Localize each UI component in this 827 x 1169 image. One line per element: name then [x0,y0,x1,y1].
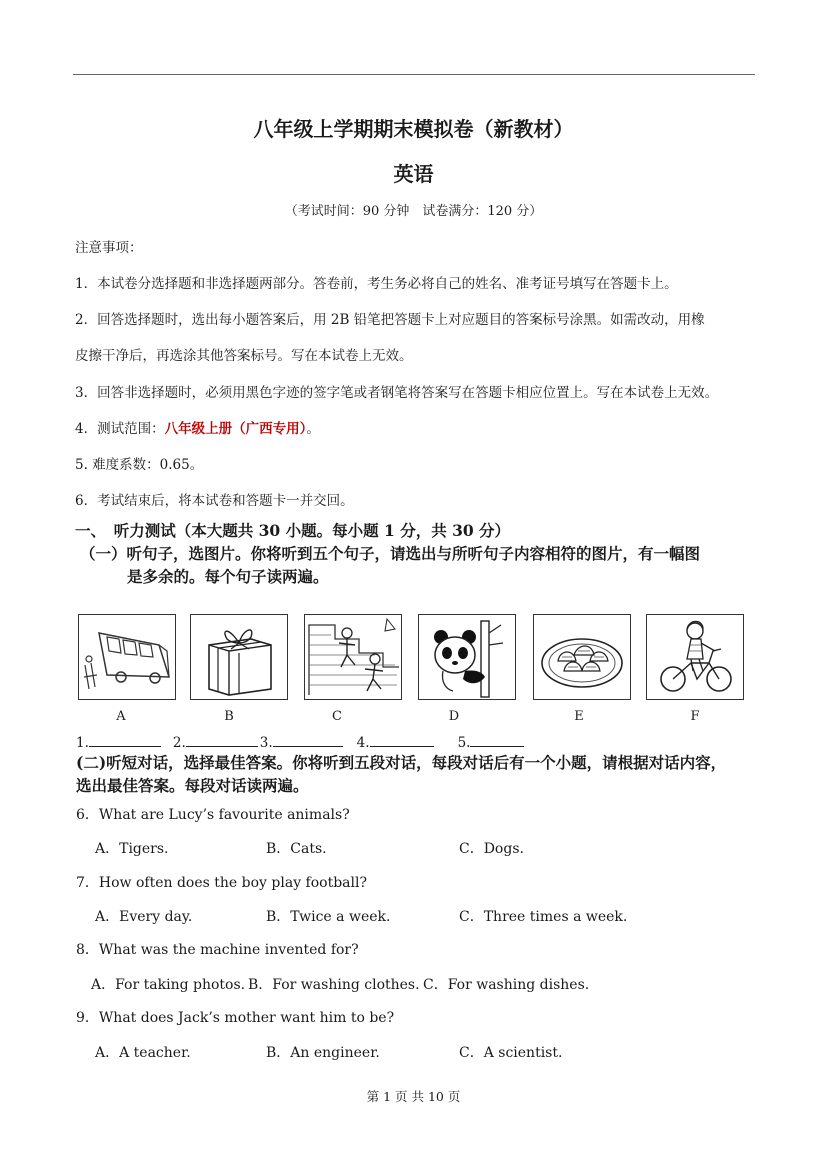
picture-c [304,614,402,700]
picture-label-f: F [690,709,700,724]
question-7-stem: 7．How often does the boy play football? [76,875,367,891]
page-title: 八年级上学期期末模拟卷（新教材） [253,117,574,141]
picture-e [533,614,631,700]
note-item-4-suffix: 。 [306,421,320,437]
dumplings-plate-icon [534,615,630,699]
exam-info: （考试时间：90 分钟 试卷满分：120 分） [284,204,543,219]
question-7-option-c[interactable]: C．Three times a week. [459,909,628,925]
answer-blank-1[interactable] [89,732,161,747]
question-6-option-c[interactable]: C．Dogs. [459,841,524,857]
question-8-option-c[interactable]: C．For washing dishes. [423,977,590,993]
note-item-2-line1: 2．回答选择题时，选出每小题答案后，用 2B 铅笔把答题卡上对应题目的答案标号涂黑。如需改动，用橡 [75,312,705,328]
question-6-option-b[interactable]: B．Cats. [266,841,327,857]
notes-heading: 注意事项： [75,240,143,256]
boy-bicycle-icon [647,615,743,699]
question-8-option-a[interactable]: A．For taking photos. [91,977,246,993]
picture-label-d: D [448,709,460,724]
note-item-2-line2: 皮擦干净后，再选涂其他答案标号。写在本试卷上无效。 [75,348,413,364]
answer-blank-5[interactable] [470,732,524,747]
bus-icon [79,615,175,699]
answer-blank-3[interactable] [273,732,343,747]
question-9-stem: 9．What does Jack’s mother want him to be? [76,1010,395,1026]
question-9-option-b[interactable]: B．An engineer. [266,1045,380,1061]
picture-label-c: C [332,709,342,724]
question-7-option-b[interactable]: B．Twice a week. [266,909,391,925]
blank-label-3: 3. [259,735,273,751]
answer-blank-2[interactable] [186,732,258,747]
gift-box-icon [191,615,287,699]
blank-label-2: 2. [172,735,186,751]
picture-d [418,614,516,700]
question-7-option-a[interactable]: A．Every day. [95,909,193,925]
note-item-3: 3．回答非选择题时，必须用黑色字迹的签字笔或者钢笔将答案写在答题卡相应位置上。写在本试卷上无效。 [75,385,719,401]
blank-label-4: 4. [356,735,370,751]
section-heading: 一、 听力测试（本大题共 30 小题。每小题 1 分，共 30 分） [75,521,511,540]
picture-b [190,614,288,700]
panda-icon [419,615,515,699]
part2-instruction-line1: (二)听短对话，选择最佳答案。你将听到五段对话，每段对话后有一个小题，请根据对话内容， [76,753,727,772]
note-item-5: 5. 难度系数：0.65。 [75,457,204,473]
header-rule [73,74,755,75]
note-item-4-prefix: 4．测试范围： [75,421,165,437]
part1-instruction-line1: （一）听句子，选图片。你将听到五个句子，请选出与所听句子内容相符的图片，有一幅图 [80,544,701,563]
part1-instruction-line2: 是多余的。每个句子读两遍。 [127,567,329,586]
question-8-stem: 8．What was the machine invented for? [76,942,359,958]
picture-f [646,614,744,700]
blank-label-1: 1. [76,735,89,751]
question-6-stem: 6．What are Lucy’s favourite animals? [76,807,350,823]
answer-blanks [76,732,524,751]
test-range: 八年级上册（广西专用） [164,421,307,437]
blank-label-5: 5. [457,735,471,751]
page-footer: 第 1 页 共 10 页 [366,1089,461,1104]
stairs-children-icon [305,615,401,699]
note-item-4 [75,417,320,437]
note-item-6: 6．考试结束后，将本试卷和答题卡一并交回。 [75,493,354,509]
picture-label-a: A [116,709,126,724]
part2-instruction-line2: 选出最佳答案。每段对话读两遍。 [76,776,309,795]
question-6-option-a[interactable]: A．Tigers. [95,841,169,857]
picture-label-b: B [224,709,234,724]
note-item-1: 1．本试卷分选择题和非选择题两部分。答卷前，考生务必将自己的姓名、准考证号填写在答题卡上。 [75,276,678,292]
question-9-option-c[interactable]: C．A scientist. [459,1045,563,1061]
subject-title: 英语 [393,162,434,186]
question-9-option-a[interactable]: A．A teacher. [95,1045,191,1061]
answer-blank-4[interactable] [370,732,434,747]
picture-label-e: E [574,709,584,724]
question-8-option-b[interactable]: B．For washing clothes. [248,977,420,993]
picture-a [78,614,176,700]
